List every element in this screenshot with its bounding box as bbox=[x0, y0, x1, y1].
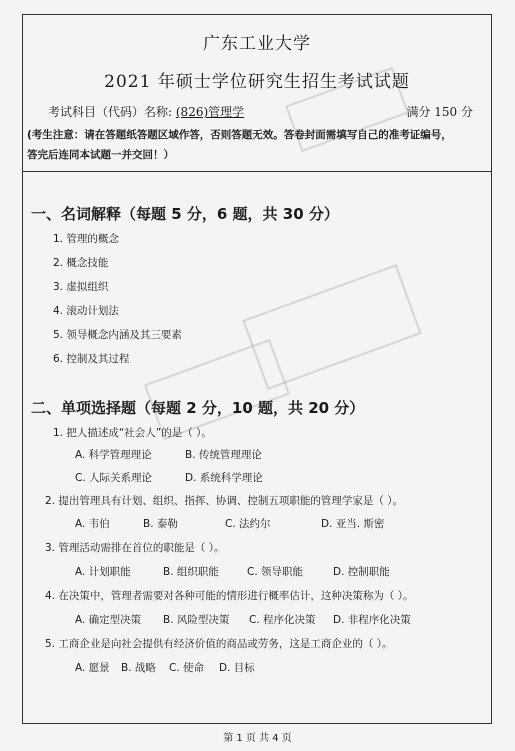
full-mark: 满分 150 分 bbox=[406, 105, 473, 119]
question-stem: 3. 管理活动需排在首位的职能是（ ）。 bbox=[45, 542, 225, 554]
question-stem: 2. 提出管理具有计划、组织、指挥、协调、控制五项职能的管理学家是（ ）。 bbox=[45, 495, 403, 507]
option: D. 控制职能 bbox=[333, 566, 390, 578]
notice-line: (考生注意：请在答题纸答题区域作答，否则答题无效。答卷封面需填写自己的准考证编号， bbox=[27, 129, 452, 141]
definition-item: 6. 控制及其过程 bbox=[53, 353, 130, 365]
option: B. 组织职能 bbox=[163, 566, 219, 578]
option: D. 系统科学理论 bbox=[185, 472, 263, 484]
section-title-definitions: 一、名词解释（每题 5 分，6 题，共 30 分） bbox=[31, 205, 339, 223]
option: A. 韦伯 bbox=[75, 518, 110, 530]
exam-title: 2021 年硕士学位研究生招生考试试题 bbox=[104, 72, 410, 92]
option: A. 确定型决策 bbox=[75, 614, 142, 626]
header-divider bbox=[23, 171, 491, 172]
option: C. 使命 bbox=[169, 662, 205, 674]
option: C. 人际关系理论 bbox=[75, 472, 153, 484]
option: C. 领导职能 bbox=[247, 566, 304, 578]
notice-line: 答完后连同本试题一并交回！） bbox=[27, 149, 174, 161]
option: D. 亚当. 斯密 bbox=[321, 518, 385, 530]
subject-label: 考试科目（代码）名称: bbox=[48, 105, 173, 119]
option: D. 非程序化决策 bbox=[333, 614, 411, 626]
section-title-choice: 二、单项选择题（每题 2 分，10 题，共 20 分） bbox=[31, 399, 365, 417]
option: B. 传统管理理论 bbox=[185, 449, 262, 461]
question-stem: 5. 工商企业是向社会提供有经济价值的商品或劳务，这是工商企业的（ ）。 bbox=[45, 638, 393, 650]
definition-item: 5. 领导概念内涵及其三要素 bbox=[53, 329, 182, 341]
option: B. 战略 bbox=[121, 662, 156, 674]
page-footer: 第 1 页 共 4 页 bbox=[223, 733, 292, 744]
option: A. 愿景 bbox=[75, 662, 110, 674]
definition-item: 2. 概念技能 bbox=[53, 257, 109, 269]
question-stem: 1. 把人描述成“社会人”的是（ ）。 bbox=[53, 427, 212, 439]
exam-frame bbox=[22, 14, 492, 724]
definition-item: 3. 虚拟组织 bbox=[53, 281, 109, 293]
option: A. 计划职能 bbox=[75, 566, 131, 578]
subject-value: (826)管理学 bbox=[175, 105, 245, 119]
definition-item: 4. 滚动计划法 bbox=[53, 305, 119, 317]
option: D. 目标 bbox=[219, 662, 255, 674]
option: B. 风险型决策 bbox=[163, 614, 230, 626]
option: C. 程序化决策 bbox=[249, 614, 316, 626]
option: B. 泰勒 bbox=[143, 518, 178, 530]
school-name: 广东工业大学 bbox=[203, 34, 311, 54]
subject-row bbox=[48, 103, 468, 120]
option: C. 法约尔 bbox=[225, 518, 271, 530]
question-stem: 4. 在决策中，管理者需要对各种可能的情形进行概率估计，这种决策称为（ ）。 bbox=[45, 590, 414, 602]
option: A. 科学管理理论 bbox=[75, 449, 152, 461]
exam-notice bbox=[27, 125, 489, 165]
definition-item: 1. 管理的概念 bbox=[53, 233, 119, 245]
